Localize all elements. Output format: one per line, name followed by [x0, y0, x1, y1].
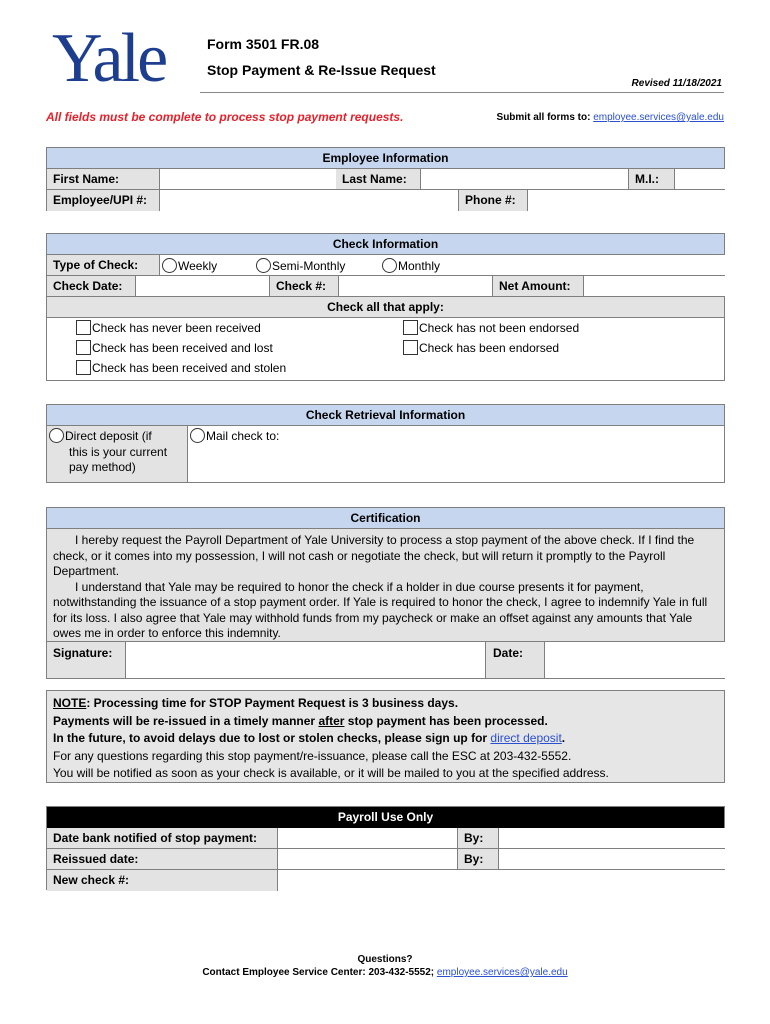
reissued-by-label: By:	[458, 849, 498, 869]
radio-circle-icon	[49, 428, 64, 443]
direct-deposit-label-line-1: Direct deposit (if	[65, 429, 152, 443]
checkbox-not-endorsed[interactable]	[403, 320, 579, 336]
footer-questions: Questions?	[357, 954, 413, 965]
checkbox-received-stolen[interactable]	[76, 360, 286, 376]
footer-contact-prefix: Contact Employee Service Center: 203-432-5552;	[202, 967, 435, 978]
last-name-field[interactable]	[420, 169, 629, 189]
retrieval-options	[47, 426, 724, 482]
net-amount-label: Net Amount:	[493, 276, 583, 296]
submit-instructions	[497, 112, 724, 123]
footer-contact	[0, 953, 770, 979]
certification-section	[46, 507, 725, 679]
check-type-label: Type of Check:	[47, 255, 159, 275]
mail-check-option[interactable]	[188, 426, 725, 482]
direct-deposit-label-line-2: this is your current	[69, 444, 168, 459]
radio-monthly[interactable]	[382, 258, 440, 274]
radio-monthly-label: Monthly	[398, 259, 441, 273]
checkbox-icon	[403, 320, 418, 335]
reissued-date-label: Reissued date:	[47, 849, 277, 869]
note-line-2-underline: after	[318, 713, 345, 728]
check-date-label: Check Date:	[47, 276, 135, 296]
payroll-use-only-section	[46, 806, 725, 890]
bank-notified-label: Date bank notified of stop payment:	[47, 828, 277, 848]
reissued-date-field[interactable]	[277, 849, 458, 869]
revised-date: Revised 11/18/2021	[631, 78, 722, 89]
footer-contact-line	[0, 966, 770, 979]
check-date-field[interactable]	[135, 276, 270, 296]
checkbox-received-stolen-label: Check has been received and stolen	[92, 361, 287, 375]
checkbox-icon	[76, 360, 91, 375]
radio-semi-monthly-label: Semi-Monthly	[272, 259, 346, 273]
bank-notified-by-field[interactable]	[498, 828, 725, 848]
check-type-options	[159, 255, 725, 275]
direct-deposit-link[interactable]: direct deposit	[490, 731, 562, 745]
net-amount-field[interactable]	[583, 276, 725, 296]
direct-deposit-label-line-3: pay method)	[69, 460, 136, 474]
checkbox-received-lost-label: Check has been received and lost	[92, 341, 273, 355]
certification-paragraph-1: I hereby request the Payroll Department of Yale University to process a stop payment of the above check. If I find the check, or it comes into my possession, I will not cash or negotiate the check, but will return it promptly to the Payroll Department.	[53, 533, 695, 578]
checkbox-icon	[403, 340, 418, 355]
new-check-row	[47, 870, 724, 891]
note-keyword: NOTE	[53, 696, 87, 710]
note-line-4: For any questions regarding this stop payment/re-issuance, please call the ESC at 203-432-5552.	[53, 748, 572, 763]
radio-circle-icon	[162, 258, 177, 273]
footer-email-link[interactable]: employee.services@yale.edu	[436, 967, 568, 978]
radio-weekly-label: Weekly	[178, 259, 218, 273]
middle-initial-label: M.I.:	[629, 169, 674, 189]
processing-note	[46, 690, 725, 783]
submit-prefix: Submit all forms to:	[496, 112, 591, 123]
bank-notified-row	[47, 828, 724, 849]
checkbox-icon	[76, 320, 91, 335]
submit-email-link[interactable]: employee.services@yale.edu	[593, 112, 724, 123]
signature-label: Signature:	[53, 646, 113, 660]
payroll-use-only-header: Payroll Use Only	[47, 807, 724, 828]
form-number: Form 3501 FR.08	[207, 36, 320, 52]
signature-date-label: Date:	[493, 646, 524, 660]
signature-field[interactable]	[125, 642, 486, 678]
check-details-row	[47, 276, 724, 297]
mail-check-label: Mail check to:	[206, 429, 280, 443]
note-line-1	[53, 695, 718, 713]
employee-information-header: Employee Information	[47, 148, 724, 169]
check-number-label: Check #:	[270, 276, 338, 296]
signature-row	[47, 641, 724, 678]
note-line-3-pre: In the future, to avoid delays due to lost or stolen checks, please sign up for	[53, 731, 491, 745]
radio-weekly[interactable]	[162, 258, 217, 274]
id-phone-row	[47, 190, 724, 211]
certification-text	[47, 529, 724, 642]
radio-circle-icon	[256, 258, 271, 273]
name-row	[47, 169, 724, 190]
check-information-section	[46, 233, 725, 381]
employee-id-label: Employee/UPI #:	[47, 190, 159, 211]
new-check-field[interactable]	[277, 870, 725, 891]
checkbox-icon	[76, 340, 91, 355]
checkbox-never-received-label: Check has never been received	[92, 321, 261, 335]
note-line-2-post: stop payment has been processed.	[344, 713, 548, 728]
employee-information-section	[46, 147, 725, 211]
new-check-label: New check #:	[47, 870, 277, 891]
note-line-2-pre: Payments will be re-issued in a timely manner	[53, 713, 319, 728]
radio-circle-icon	[190, 428, 205, 443]
bank-notified-by-label: By:	[458, 828, 498, 848]
check-information-header: Check Information	[47, 234, 724, 255]
phone-field[interactable]	[527, 190, 725, 211]
middle-initial-field[interactable]	[674, 169, 725, 189]
radio-circle-icon	[382, 258, 397, 273]
checkbox-not-endorsed-label: Check has not been endorsed	[419, 321, 580, 335]
radio-semi-monthly[interactable]	[256, 258, 345, 274]
employee-id-field[interactable]	[159, 190, 459, 211]
last-name-label: Last Name:	[336, 169, 420, 189]
phone-label: Phone #:	[459, 190, 527, 211]
bank-notified-field[interactable]	[277, 828, 458, 848]
yale-logo: Yale	[52, 20, 166, 97]
check-status-options	[47, 318, 724, 378]
note-line-5: You will be notified as soon as your check is available, or it will be mailed to you at the specified address.	[53, 766, 609, 780]
reissued-row	[47, 849, 724, 870]
header-divider	[200, 92, 724, 93]
check-retrieval-header: Check Retrieval Information	[47, 405, 724, 426]
checkbox-endorsed-label: Check has been endorsed	[419, 341, 560, 355]
note-line-1-text: : Processing time for STOP Payment Request is 3 business days.	[86, 696, 459, 710]
reissued-by-field[interactable]	[498, 849, 725, 869]
signature-date-field[interactable]	[544, 642, 725, 678]
first-name-label: First Name:	[47, 169, 159, 189]
direct-deposit-option[interactable]	[47, 426, 188, 482]
checkbox-received-lost[interactable]	[76, 340, 273, 356]
certification-header: Certification	[47, 508, 724, 529]
form-title: Stop Payment & Re-Issue Request	[207, 62, 436, 78]
check-type-row	[47, 255, 724, 276]
required-fields-warning: All fields must be complete to process stop payment requests.	[46, 110, 404, 124]
note-line-3-post: .	[561, 731, 566, 745]
check-all-that-apply-header: Check all that apply:	[47, 297, 724, 318]
check-number-field[interactable]	[338, 276, 493, 296]
checkbox-never-received[interactable]	[76, 320, 261, 336]
note-line-3	[53, 730, 718, 748]
check-retrieval-section	[46, 404, 725, 483]
certification-paragraph-2: I understand that Yale may be required to honor the check if a holder in due course presents it for payment, notwithstanding the issuance of a stop payment order. If Yale is required to honor the check, I agree to indemnify Yale in full for its loss. I also agree that Yale may withhold funds from my paycheck or make an offset against any amounts that Yale owes me in order to enforce this indemnity.	[53, 579, 708, 640]
checkbox-endorsed[interactable]	[403, 340, 559, 356]
note-line-2	[53, 713, 718, 731]
